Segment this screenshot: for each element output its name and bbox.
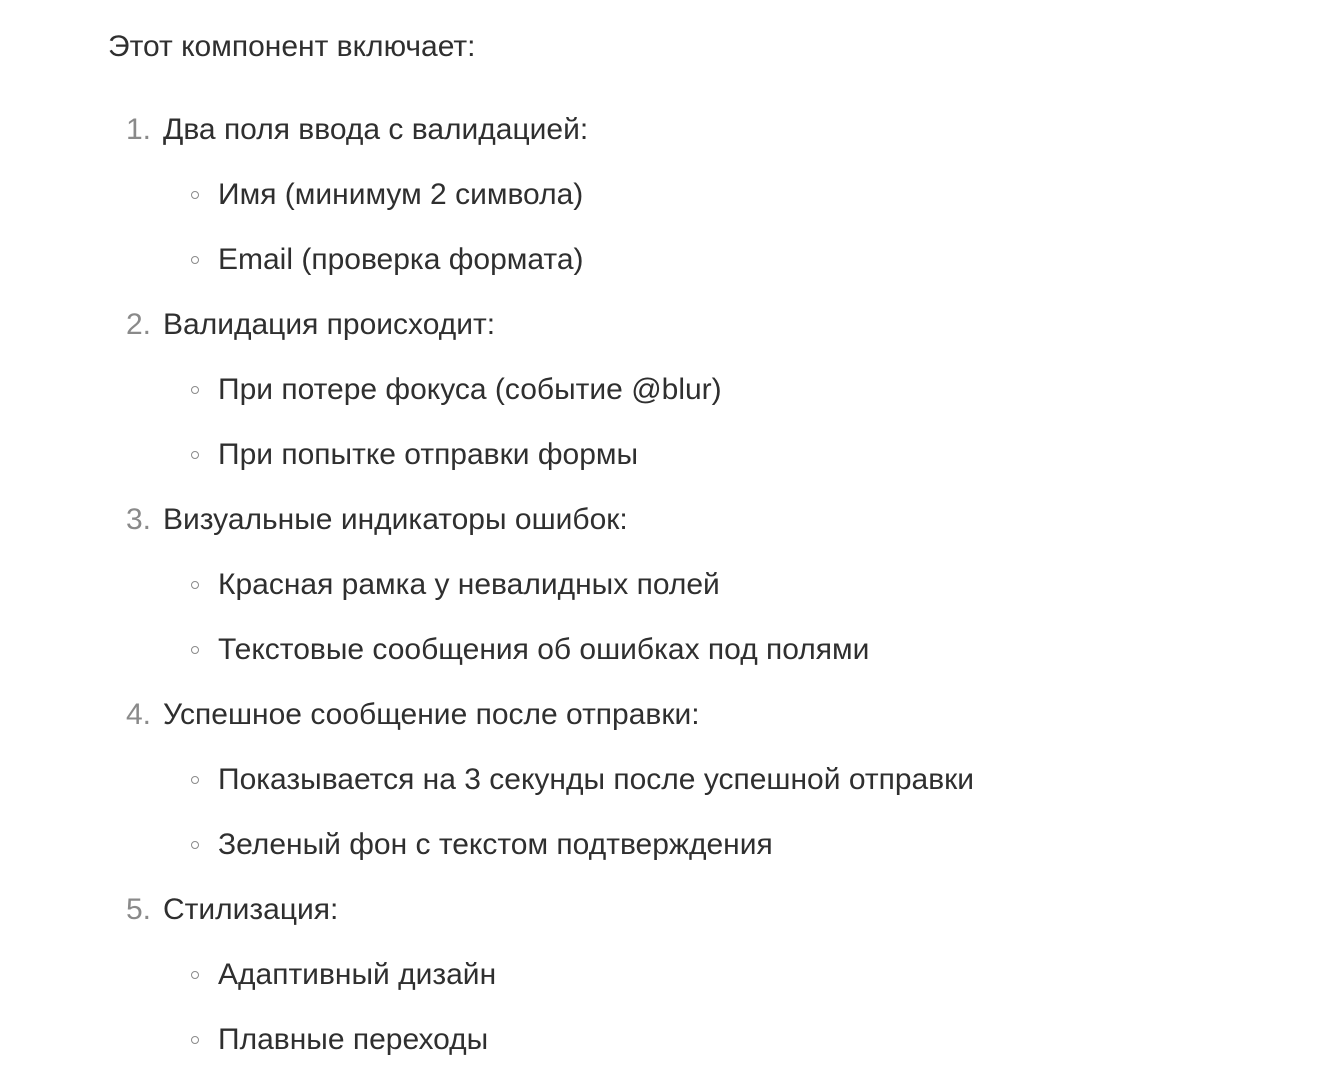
sub-item-text: Текстовые сообщения об ошибках под полями [218, 633, 870, 666]
sub-item [0, 615, 1318, 680]
sub-item-text: Зеленый фон с текстом подтверждения [218, 828, 773, 861]
list-number: 2. [126, 308, 152, 341]
sub-item [0, 940, 1318, 1005]
hollow-circle-bullet-icon [191, 451, 199, 459]
sub-item [0, 1005, 1318, 1070]
hollow-circle-bullet-icon [191, 646, 199, 654]
sub-item-text: Имя (минимум 2 символа) [218, 178, 584, 211]
list-number: 5. [126, 893, 152, 926]
sub-item-text: Показывается на 3 секунды после успешной отправки [218, 763, 975, 796]
list-item-row [0, 290, 1318, 355]
sub-item [0, 420, 1318, 485]
sub-item [0, 355, 1318, 420]
sub-item [0, 550, 1318, 615]
list-item-3 [0, 485, 1318, 550]
list-item-text: Валидация происходит: [163, 308, 496, 341]
sub-item [0, 810, 1318, 875]
sub-item-text: Красная рамка у невалидных полей [218, 568, 720, 601]
list-number: 1. [126, 113, 152, 146]
list-item-5 [0, 875, 1318, 940]
list-number: 3. [126, 503, 152, 536]
sub-item-text: Плавные переходы [218, 1023, 489, 1056]
list-item-2 [0, 290, 1318, 355]
list-item-row [0, 680, 1318, 745]
feature-list [0, 95, 1318, 1070]
list-item-row [0, 485, 1318, 550]
list-item-text: Успешное сообщение после отправки: [163, 698, 700, 731]
list-item-1 [0, 95, 1318, 160]
hollow-circle-bullet-icon [191, 971, 199, 979]
sub-item-text: При потере фокуса (событие @blur) [218, 373, 722, 406]
list-item-row [0, 875, 1318, 940]
sub-item-text: При попытке отправки формы [218, 438, 639, 471]
list-item-text: Стилизация: [163, 893, 339, 926]
intro-text: Этот компонент включает: [108, 30, 476, 63]
list-item-row [0, 95, 1318, 160]
list-item-text: Визуальные индикаторы ошибок: [163, 503, 628, 536]
hollow-circle-bullet-icon [191, 256, 199, 264]
sub-item-text: Адаптивный дизайн [218, 958, 497, 991]
sub-item [0, 745, 1318, 810]
sub-item-text: Email (проверка формата) [218, 243, 584, 276]
hollow-circle-bullet-icon [191, 386, 199, 394]
sub-item [0, 160, 1318, 225]
hollow-circle-bullet-icon [191, 776, 199, 784]
hollow-circle-bullet-icon [191, 841, 199, 849]
list-item-4 [0, 680, 1318, 745]
list-number: 4. [126, 698, 152, 731]
sub-item [0, 225, 1318, 290]
hollow-circle-bullet-icon [191, 191, 199, 199]
list-item-text: Два поля ввода с валидацией: [163, 113, 589, 146]
hollow-circle-bullet-icon [191, 1036, 199, 1044]
hollow-circle-bullet-icon [191, 581, 199, 589]
